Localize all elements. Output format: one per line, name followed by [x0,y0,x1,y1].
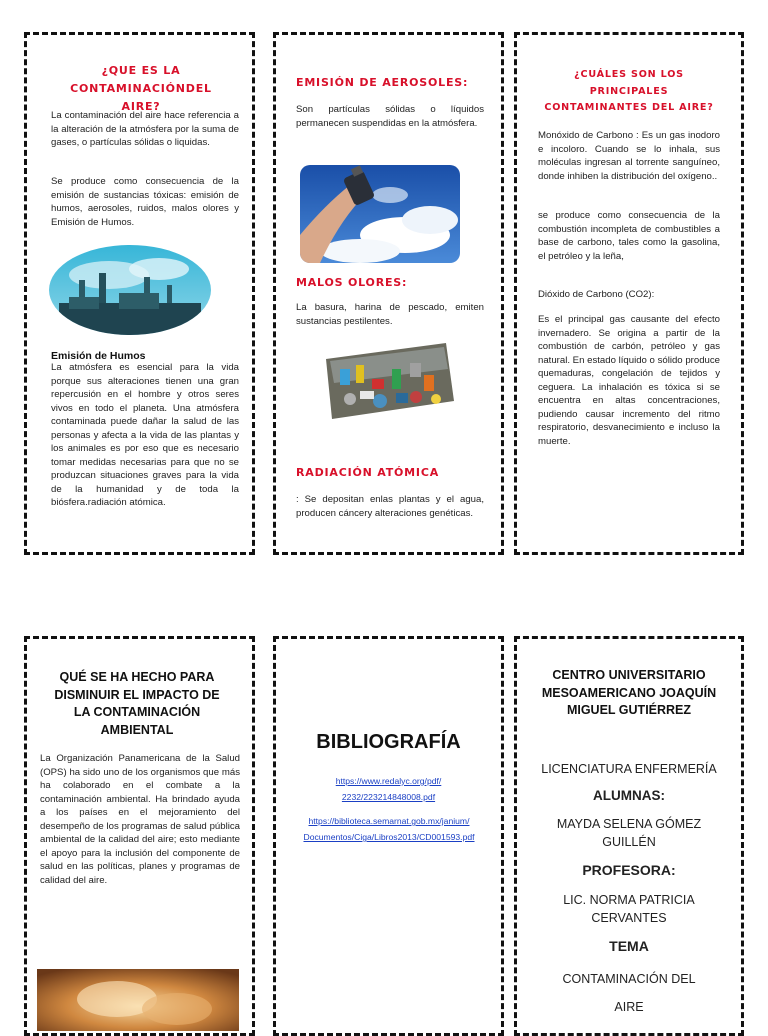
carbon-monoxide-paragraph: Monóxido de Carbono : Es un gas inodoro e incoloro. Cuando se lo inhala, sus moléculas ingresan al torrente sanguíneo, donde inhiben la distribución del oxígeno.. [538,130,720,182]
bibliography-title: BIBLIOGRAFÍA [316,731,461,753]
co2-heading: Dióxido de Carbono (CO2): [538,289,655,300]
panel-what-has-been-done [24,636,255,1036]
image-caption: Emisión de Humos [51,350,146,362]
garbage-image [320,339,456,421]
panel-title: QUÉ SE HA HECHO PARA DISMINUIR EL IMPACTO DE LA CONTAMINACIÓN AMBIENTAL [54,670,220,737]
panel-what-is-air-pollution [24,32,255,555]
panel-title: ¿QUE ES LA CONTAMINACIÓNDEL AIRE? [70,64,212,113]
panel-pollutant-types [273,32,504,555]
cause-paragraph: Se produce como consecuencia de la emisión de sustancias tóxicas: emisión de humos, aerosoles, ruidos, malos olores y Emisión de Humos. [51,176,239,228]
aerosols-heading: EMISIÓN DE AEROSOLES: [296,76,469,89]
radiation-heading: RADIACIÓN ATÓMICA [296,466,440,479]
student-name: MAYDA SELENA GÓMEZ GUILLÉN [556,817,702,849]
bibliography-link-redalyc[interactable]: https://www.redalyc.org/pdf/ 2232/223214848008.pdf [335,776,442,802]
ops-paragraph: La Organización Panamericana de la Salud (OPS) ha sido uno de los organismos que más ha colaborado en el combate a la contaminación ambiental. Ha brindado ayuda a los países en el mejoramiento del desempeño de los programas de salud pública ambiental de la calidad del aire; esto mediante el apoyo para la inclusión del componente de salud en las políticas, planes y programas de calidad del aire. [40,753,240,886]
radiation-text: : Se depositan enlas plantas y el agua, producen cáncery alteraciones genéticas. [296,494,484,519]
panel-title: ¿CUÁLES SON LOS PRINCIPALES CONTAMINANTES DEL AIRE? [544,69,714,113]
smoke-image [37,969,239,1031]
smoke-factory-image [49,245,211,335]
atmosphere-paragraph: La atmósfera es esencial para la vida porque sus alteraciones tienen una gran repercusión en el hombre y otros seres vivos en todo el planeta. Una atmósfera contaminada puede dañar la salud de las personas y afecta a la vida de las plantas y los animales es por eso que es necesario tomar medidas necesarias para que no se produzcan situaciones graves para la vida de la humanidad y de toda la biósfera.radiación atómica. [51,362,239,508]
panel-main-pollutants [514,32,744,555]
panel-cover [514,636,744,1036]
topic-label: TEMA [609,938,649,954]
intro-paragraph: La contaminación del aire hace referencia a la alteración de la atmósfera por la suma de gases, o partículas sólidas o liquidas. [51,110,239,148]
combustion-paragraph: se produce como consecuencia de la combustión incompleta de combustibles a base de carbono, tales como la gasolina, el petróleo y la leña, [538,210,720,262]
teacher-name: LIC. NORMA PATRICIA CERVANTES [563,893,695,925]
co2-paragraph: Es el principal gas causante del efecto invernadero. Se origina a partir de la combustión de carbón, petróleo y gas natural. En estado líquido o sólido produce quemaduras, congelación de tejidos y ceguera. La inhalación es tóxica si se encuentra en altas concentraciones, pudiendo causar incremento del ritmo respiratorio, desvanecimiento e incluso la muerte. [538,314,720,447]
teacher-label: PROFESORA: [582,862,676,878]
topic-name: CONTAMINACIÓN DEL AIRE [562,972,696,1014]
odors-heading: MALOS OLORES: [296,276,408,289]
school-name: CENTRO UNIVERSITARIO MESOAMERICANO JOAQUÍN MIGUEL GUTIÉRREZ [541,668,717,717]
career-name: LICENCIATURA ENFERMERÍA [541,762,717,776]
students-label: ALUMNAS: [593,788,665,803]
odors-text: La basura, harina de pescado, emiten sustancias pestilentes. [296,302,484,327]
panel-bibliography [273,636,504,1036]
bibliography-link-semarnat[interactable]: https://biblioteca.semarnat.gob.mx/janium/ Documentos/Ciga/Libros2013/CD001593.pdf [303,816,475,842]
aerosols-text: Son partículas sólidas o líquidos permanecen suspendidas en la atmósfera. [296,104,484,129]
aerosol-spray-image [300,165,460,263]
